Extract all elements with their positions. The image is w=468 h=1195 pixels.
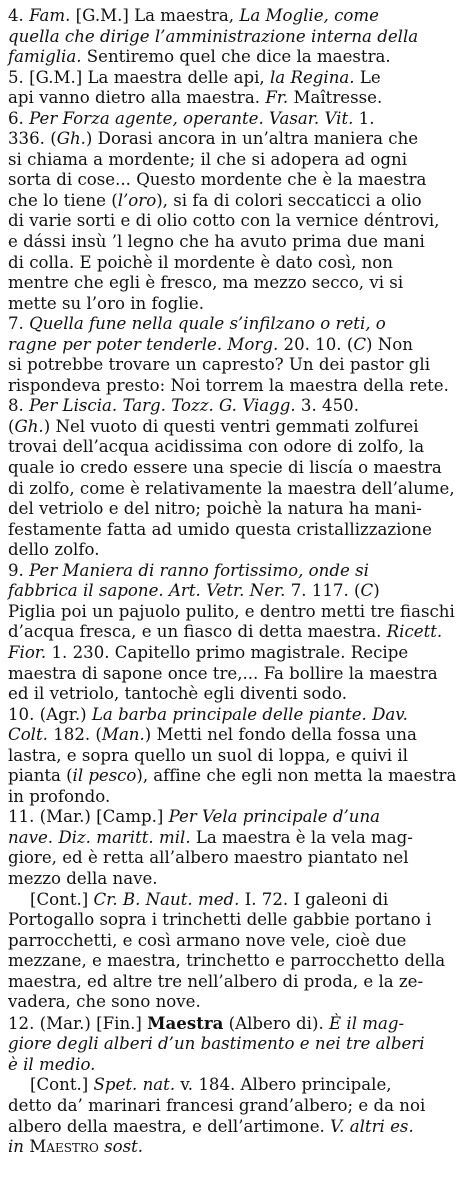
- text-line: [8, 725, 456, 746]
- text-segment: trovai dell’acqua acidissima con odore di zolfo, la: [8, 437, 425, 457]
- text-line: [8, 1137, 456, 1158]
- text-line: [8, 807, 456, 828]
- text-segment: 4.: [8, 6, 30, 25]
- text-segment: 8.: [8, 396, 30, 416]
- text-segment: Sentiremo quel che dice la maestra.: [81, 47, 391, 67]
- text-segment: 1.: [353, 108, 375, 128]
- text-segment: maestra, ed altre tre nell’albero di proda, e la ze-: [8, 971, 424, 991]
- text-segment: 182. (: [47, 725, 102, 745]
- text-segment: È il mag-: [329, 1013, 405, 1033]
- text-line: [8, 581, 456, 602]
- text-segment: sost.: [104, 1137, 144, 1157]
- text-segment: I. 72. I galeoni di: [239, 889, 389, 909]
- text-segment: Spet. nat.: [93, 1075, 176, 1095]
- text-segment: mezzane, e maestra, trinchetto e parrocchetto della: [8, 951, 446, 971]
- text-line: [8, 191, 456, 212]
- text-line: [8, 458, 456, 479]
- text-segment: è il medio.: [8, 1054, 96, 1074]
- text-segment: ): [373, 581, 380, 601]
- text-segment: albero della maestra, e dell’artimone.: [8, 1116, 331, 1136]
- text-segment: Ricett.: [386, 622, 443, 642]
- text-line: [8, 766, 456, 787]
- text-line: [8, 129, 456, 150]
- text-line: [8, 499, 456, 520]
- text-line: [8, 253, 456, 274]
- text-line: [8, 664, 456, 685]
- text-segment: api vanno dietro alla maestra.: [8, 88, 266, 108]
- text-line: [8, 1034, 456, 1055]
- text-line: [8, 109, 456, 130]
- text-segment: ragne per poter tenderle. Morg.: [8, 334, 279, 354]
- text-segment: Maestro: [29, 1137, 99, 1157]
- text-segment: 11. (Mar.) [Camp.]: [8, 807, 169, 827]
- text-line: [8, 992, 456, 1013]
- text-line: [8, 1096, 456, 1117]
- text-segment: Per Liscia. Targ. Tozz. G. Viagg.: [29, 396, 296, 416]
- text-line: [8, 335, 456, 356]
- text-segment: la Regina.: [269, 67, 355, 87]
- text-line: [8, 746, 456, 767]
- text-segment: Portogallo sopra i trinchetti delle gabbie portano i: [8, 910, 432, 930]
- text-line: [8, 417, 456, 438]
- text-segment: giore, ed è retta all’albero maestro piantato nel: [8, 848, 409, 868]
- text-segment: ) Non: [366, 334, 413, 354]
- text-line: [8, 1075, 456, 1096]
- text-segment: famiglia.: [8, 47, 82, 67]
- text-segment: pianta (: [8, 766, 73, 786]
- text-line: [8, 561, 456, 582]
- text-segment: 20. 10. (: [278, 334, 354, 354]
- text-segment: in profondo.: [8, 786, 111, 806]
- text-segment: Per Forza agente, operante. Vasar. Vit.: [29, 108, 354, 128]
- text-line: [8, 376, 456, 397]
- text-line: [8, 294, 456, 315]
- text-segment: Per Vela principale d’una: [168, 807, 381, 827]
- text-segment: ), affine che egli non metta la maestra: [136, 766, 457, 786]
- text-segment: l’oro: [117, 190, 157, 210]
- text-line: [8, 396, 456, 417]
- text-segment: 7.: [8, 314, 30, 334]
- text-segment: [G.M.] La maestra,: [70, 6, 240, 25]
- text-segment: ) Dorasi ancora in un’altra maniera che: [85, 129, 419, 149]
- text-segment: ed il vetriolo, tantochè egli diventi sodo.: [8, 684, 348, 704]
- text-line: [8, 643, 456, 664]
- text-line: [8, 705, 456, 726]
- text-segment: di zolfo, come è relativamente la maestra dell’alume,: [8, 478, 455, 498]
- text-line: [8, 1117, 456, 1138]
- text-segment: [Cont.]: [30, 1075, 94, 1095]
- text-segment: fabbrica il sapone. Art. Vetr. Ner.: [8, 581, 286, 601]
- text-segment: in: [8, 1137, 30, 1157]
- text-segment: maestra di sapone once tre,... Fa bollire la maestra: [8, 663, 438, 683]
- text-segment: 12. (Mar.) [Fin.]: [8, 1013, 148, 1033]
- text-line: [8, 6, 456, 27]
- dictionary-page: [8, 6, 456, 1158]
- text-segment: Cr. B. Naut. med.: [93, 889, 240, 909]
- text-segment: detto da’ marinari francesi grand’albero; e da noi: [8, 1095, 426, 1115]
- text-line: [8, 150, 456, 171]
- text-segment: di varie sorti e di olio cotto con la vernice déntrovi,: [8, 211, 440, 231]
- text-segment: d’acqua fresca, e un fiasco di detta maestra.: [8, 622, 387, 642]
- text-line: [8, 437, 456, 458]
- text-line: [8, 170, 456, 191]
- text-segment: 7. 117. (: [285, 581, 361, 601]
- text-segment: dello zolfo.: [8, 540, 100, 560]
- text-segment: 10. (Agr.): [8, 704, 92, 724]
- text-segment: 336. (: [8, 129, 57, 149]
- text-line: [8, 355, 456, 376]
- text-line: [8, 314, 456, 335]
- text-segment: (: [8, 416, 15, 436]
- text-segment: La maestra è la vela mag-: [190, 827, 413, 847]
- text-line: [8, 68, 456, 89]
- text-segment: si chiama a mordente; il che si adopera ad ogni: [8, 149, 407, 169]
- text-segment: lastra, e sopra quello un suol di loppa, e quivi il: [8, 745, 408, 765]
- text-segment: Fior.: [8, 642, 47, 662]
- text-segment: Maîtresse.: [288, 88, 383, 108]
- text-segment: Le: [354, 67, 381, 87]
- text-segment: Gh.: [14, 416, 44, 436]
- text-segment: quella che dirige l’amministrazione interna della: [8, 26, 419, 46]
- text-segment: giore degli alberi d’un bastimento e nei tre alberi: [8, 1034, 425, 1054]
- text-segment: nave. Diz. maritt. mil.: [8, 827, 191, 847]
- text-segment: Fam.: [29, 6, 71, 25]
- text-line: [8, 540, 456, 561]
- text-segment: e dássi insù ’l legno che ha avuto prima due mani: [8, 232, 425, 252]
- text-line: [8, 273, 456, 294]
- text-line: [8, 787, 456, 808]
- text-segment: Colt.: [8, 725, 48, 745]
- text-line: [8, 479, 456, 500]
- text-line: [8, 47, 456, 68]
- text-segment: V. altri es.: [330, 1116, 414, 1136]
- text-segment: Fr.: [265, 88, 289, 108]
- text-line: [8, 602, 456, 623]
- text-segment: 9.: [8, 560, 30, 580]
- text-line: [8, 910, 456, 931]
- text-segment: 3. 450.: [295, 396, 359, 416]
- text-line: [8, 972, 456, 993]
- text-segment: parrocchetti, e così armano nove vele, cioè due: [8, 930, 407, 950]
- text-segment: 6.: [8, 108, 30, 128]
- text-segment: Per Maniera di ranno fortissimo, onde si: [29, 560, 369, 580]
- text-line: [8, 931, 456, 952]
- text-segment: di colla. E poichè il mordente è dato così, non: [8, 252, 393, 272]
- text-segment: Piglia poi un pajuolo pulito, e dentro metti tre fiaschi: [8, 601, 455, 621]
- text-line: [8, 951, 456, 972]
- text-segment: C: [353, 334, 367, 354]
- text-segment: ), si fa di colori seccaticci a olio: [156, 190, 422, 210]
- text-line: [8, 848, 456, 869]
- text-segment: del vetriolo e del nitro; poichè la natura ha mani-: [8, 499, 422, 519]
- text-segment: 5. [G.M.] La maestra delle api,: [8, 67, 270, 87]
- text-line: [8, 828, 456, 849]
- text-line: [8, 1013, 456, 1035]
- text-line: [8, 232, 456, 253]
- text-segment: Quella fune nella quale s’infilzano o reti, o: [29, 314, 386, 334]
- text-segment: (Albero di).: [223, 1013, 329, 1033]
- text-segment: 1. 230. Capitello primo magistrale. Recipe: [46, 642, 409, 662]
- text-segment: La Moglie, come: [239, 6, 379, 25]
- text-line: [8, 27, 456, 48]
- text-segment: La barba principale delle piante. Dav.: [91, 704, 408, 724]
- text-line: [8, 88, 456, 109]
- text-segment: C: [360, 581, 374, 601]
- text-segment: si potrebbe trovare un capresto? Un dei pastor gli: [8, 355, 431, 375]
- text-segment: rispondeva presto: Noi torrem la maestra della rete.: [8, 375, 449, 395]
- text-segment: [Cont.]: [30, 889, 94, 909]
- text-line: [8, 684, 456, 705]
- text-segment: il pesco: [72, 766, 137, 786]
- text-line: [8, 211, 456, 232]
- text-segment: ) Nel vuoto di questi ventri gemmati zolfurei: [43, 416, 419, 436]
- text-segment: Maestra: [147, 1012, 224, 1033]
- text-line: [8, 520, 456, 541]
- text-segment: ) Metti nel fondo della fossa una: [144, 725, 417, 745]
- text-line: [8, 622, 456, 643]
- text-segment: mentre che egli è fresco, ma mezzo secco, vi si: [8, 273, 404, 293]
- text-segment: v. 184. Albero principale,: [175, 1075, 392, 1095]
- text-line: [8, 890, 456, 911]
- text-segment: Man.: [101, 725, 145, 745]
- text-segment: sorta di cose... Questo mordente che è la maestra: [8, 170, 427, 190]
- text-segment: che lo tiene (: [8, 190, 118, 210]
- text-line: [8, 1055, 456, 1076]
- text-segment: Gh.: [56, 129, 86, 149]
- text-segment: mette su l’oro in foglie.: [8, 293, 204, 313]
- text-segment: vadera, che sono nove.: [8, 992, 201, 1012]
- text-line: [8, 869, 456, 890]
- text-segment: festamente fatta ad umido questa cristallizzazione: [8, 519, 432, 539]
- text-segment: mezzo della nave.: [8, 868, 158, 888]
- text-segment: quale io credo essere una specie di liscía o maestra: [8, 458, 442, 478]
